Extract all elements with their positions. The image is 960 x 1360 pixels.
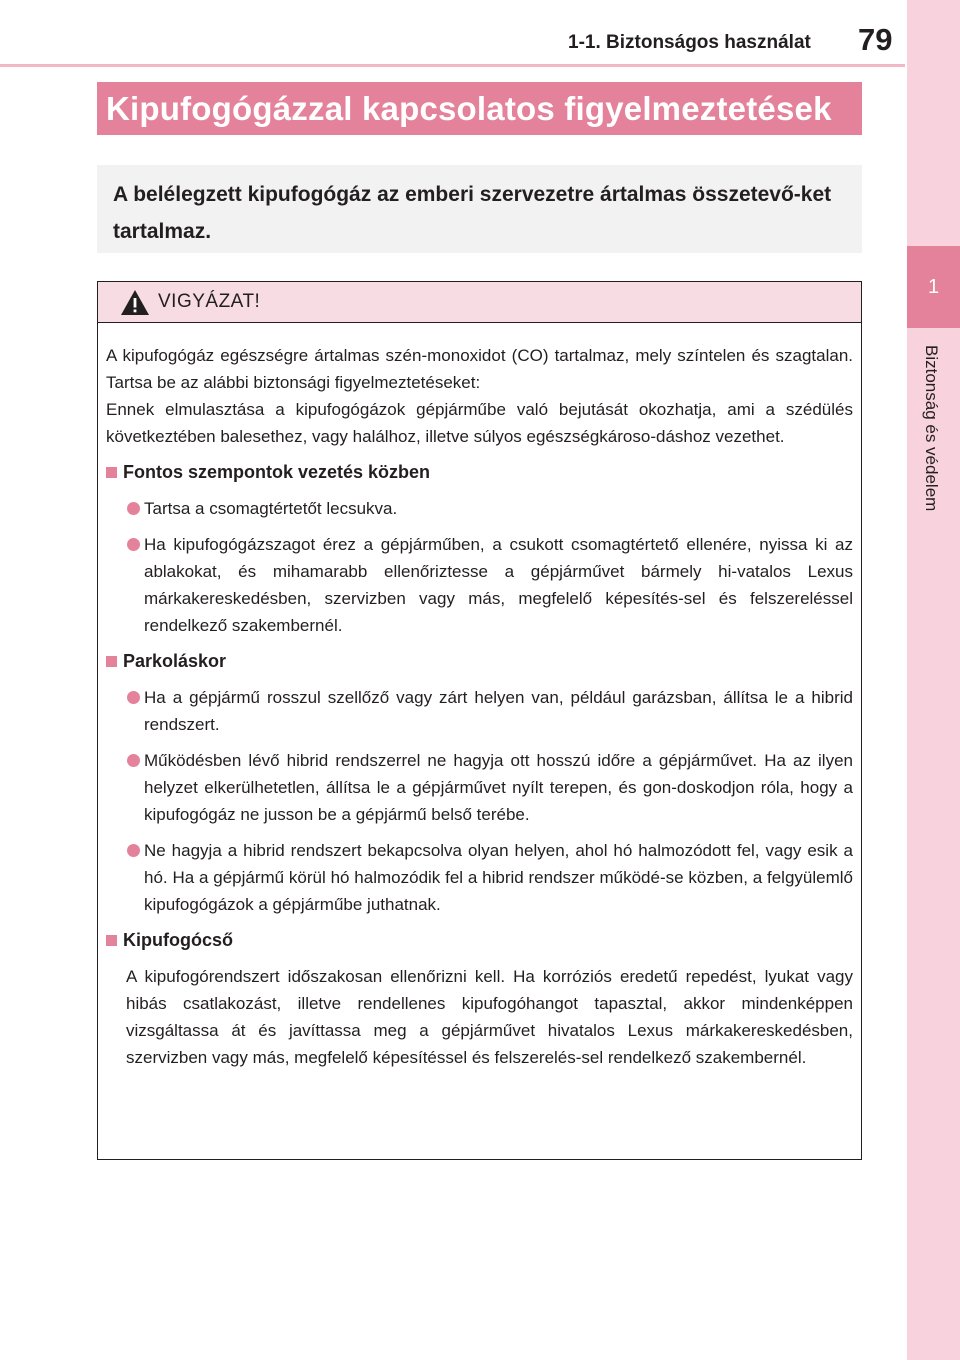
list-item <box>106 531 853 639</box>
intro-box <box>97 165 862 253</box>
page-number: 79 <box>858 22 893 57</box>
round-bullet-icon <box>127 538 140 551</box>
round-bullet-icon <box>127 502 140 515</box>
list-item <box>106 747 853 828</box>
warning-box <box>97 281 862 1160</box>
chapter-label: Biztonság és védelem <box>922 345 941 512</box>
intro-text: A belélegzett kipufogógáz az emberi szervezetre ártalmas összetevő-ket tartalmaz. <box>113 183 832 243</box>
list-item-text: Tartsa a csomagtértetőt lecsukva. <box>144 499 398 518</box>
subheading-text: Kipufogócső <box>123 930 233 950</box>
square-bullet-icon <box>106 467 117 478</box>
warning-consequence: Ennek elmulasztása a kipufogógázok gépjárműbe való bejutását okozhatja, ami a szédülés következtében balesethez, vagy halálhoz, illetve súlyos egészségkároso-dáshoz vezethet. <box>106 400 853 446</box>
list-item-text: Működésben lévő hibrid rendszerrel ne hagyja ott hosszú időre a gépjárművet. Ha az ilyen helyzet elkerülhetetlen, állítsa le a gépjárművet nyílt terepen, és gon-doskodjon róla, hogy a kipufogógáz ne jusson be a gépjármű belső terébe. <box>144 751 853 824</box>
subheading-driving <box>106 459 853 486</box>
warning-header <box>98 282 861 323</box>
round-bullet-icon <box>127 691 140 704</box>
round-bullet-icon <box>127 754 140 767</box>
square-bullet-icon <box>106 656 117 667</box>
list-item <box>106 495 853 522</box>
list-item-text: Ha a gépjármű rosszul szellőző vagy zárt helyen van, például garázsban, állítsa le a hibrid rendszert. <box>144 688 853 734</box>
running-header: 1-1. Biztonságos használat <box>568 32 811 53</box>
section-title-bar <box>97 82 862 135</box>
warning-body <box>98 323 861 1071</box>
header-rule <box>0 64 905 67</box>
round-bullet-icon <box>127 844 140 857</box>
warning-intro: A kipufogógáz egészségre ártalmas szén-monoxidot (CO) tartalmaz, mely színtelen és szagtalan. Tartsa be az alábbi biztonsági figyelmeztetéseket: <box>106 346 853 392</box>
chapter-number-box[interactable] <box>907 246 960 328</box>
list-item-text: Ne hagyja a hibrid rendszert bekapcsolva olyan helyen, ahol hó halmozódott fel, vagy esik a hó. Ha a gépjármű körül hó halmozódik fel a hibrid rendszer működé-se közben, a felgyülemlő kipufogógázok a gépjárműbe juthatnak. <box>144 841 853 914</box>
chapter-number: 1 <box>927 275 940 298</box>
subheading-text: Fontos szempontok vezetés közben <box>123 462 431 482</box>
section-title: Kipufogógázzal kapcsolatos figyelmeztetések <box>106 89 832 127</box>
exhaust-pipe-text: A kipufogórendszert időszakosan ellenőrizni kell. Ha korróziós eredetű repedést, lyukat vagy hibás csatlakozást, illetve rendellenes kipufogóhangot tapasztal, akkor mindenképpen vizsgáltassa át és javíttassa meg a gépjárművet hivatalos Lexus márkakereskedésben, szervizben vagy más, megfelelő képesítéssel és felszerelés-sel rendelkező szakembernél. <box>126 967 853 1067</box>
warning-triangle-icon <box>120 289 150 316</box>
list-item <box>106 837 853 918</box>
subheading-exhaust-pipe <box>106 927 853 954</box>
list-item <box>106 684 853 738</box>
list-item-text: Ha kipufogógázszagot érez a gépjárműben, a csukott csomagtértető ellenére, nyissa ki az ablakokat, és mihamarabb ellenőriztesse a gépjárművet bármely hi-vatalos Lexus márkakereskedésben, szervizben vagy más, megfelelő képesítés-sel és felszereléssel rendelkező szakembernél. <box>144 535 853 635</box>
chapter-side-tab <box>907 0 960 1360</box>
square-bullet-icon <box>106 935 117 946</box>
subheading-text: Parkoláskor <box>123 651 227 671</box>
subheading-parking <box>106 648 853 675</box>
warning-label: VIGYÁZAT! <box>158 291 261 312</box>
